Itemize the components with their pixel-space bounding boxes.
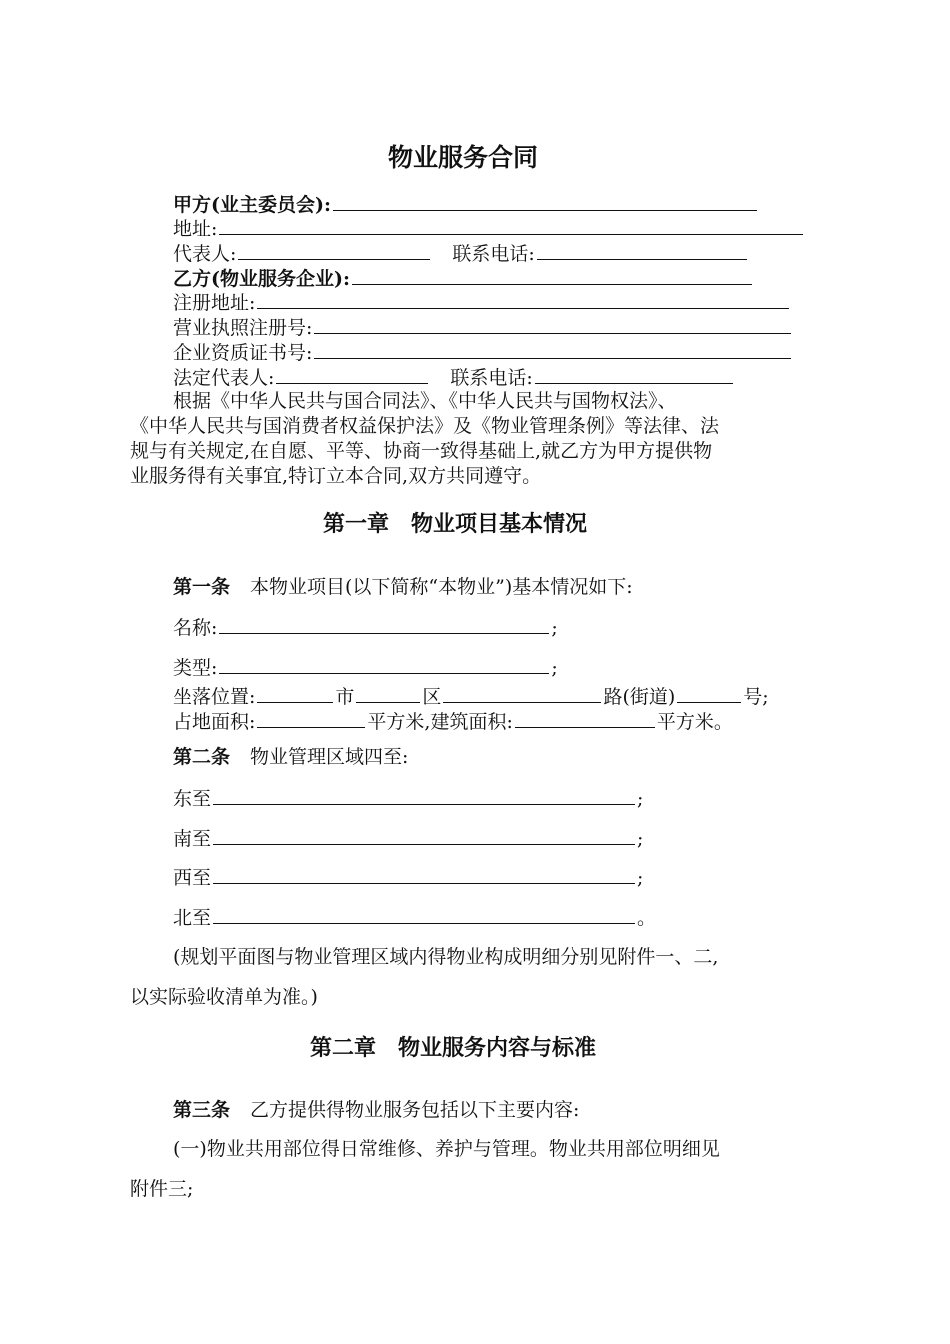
note-line-1: (规划平面图与物业管理区域内得物业构成明细分别见附件一、二, bbox=[173, 946, 719, 968]
road-label: 路(街道) bbox=[603, 686, 676, 708]
party-b-blank bbox=[352, 266, 752, 285]
building-area-blank bbox=[515, 709, 655, 728]
north-blank bbox=[213, 905, 635, 924]
legal-rep-label: 法定代表人: bbox=[173, 367, 275, 389]
city-label: 市 bbox=[335, 686, 355, 708]
article-3-text: 乙方提供得物业服务包括以下主要内容: bbox=[250, 1099, 580, 1121]
address-label: 地址: bbox=[173, 218, 218, 240]
phone2-label: 联系电话: bbox=[450, 367, 533, 389]
south-blank bbox=[213, 826, 635, 845]
number-blank bbox=[677, 684, 741, 703]
north-period: 。 bbox=[637, 907, 657, 929]
west-label: 西至 bbox=[173, 867, 212, 889]
building-area-label: 平方米,建筑面积: bbox=[367, 711, 513, 733]
preamble-line-2: 《中华人民共与国消费者权益保护法》及《物业管理条例》等法律、法 bbox=[130, 415, 720, 437]
road-blank bbox=[443, 684, 601, 703]
party-a-label: 甲方(业主委员会): bbox=[173, 194, 331, 216]
representative-label: 代表人: bbox=[173, 243, 237, 265]
reg-address-blank bbox=[257, 290, 789, 309]
item-1-line-2: 附件三; bbox=[130, 1178, 194, 1200]
license-line bbox=[173, 315, 793, 340]
representative-line bbox=[173, 241, 749, 266]
area-line bbox=[173, 709, 733, 734]
document-title: 物业服务合同 bbox=[388, 143, 539, 172]
qualification-blank bbox=[314, 340, 791, 359]
south-semicolon: ; bbox=[637, 828, 644, 850]
article-3-label: 第三条 bbox=[173, 1099, 231, 1121]
preamble-line-3: 规与有关规定,在自愿、平等、协商一致得基础上,就乙方为甲方提供物 bbox=[130, 440, 713, 462]
party-b-line bbox=[173, 266, 754, 291]
chapter-1-heading: 第一章 物业项目基本情况 bbox=[323, 511, 588, 537]
reg-address-label: 注册地址: bbox=[173, 292, 256, 314]
number-label: 号; bbox=[743, 686, 769, 708]
address-line bbox=[173, 216, 805, 241]
type-line bbox=[173, 655, 558, 680]
location-line bbox=[173, 684, 769, 709]
phone-label: 联系电话: bbox=[452, 243, 535, 265]
article-2 bbox=[173, 745, 408, 769]
chapter-2-heading: 第二章 物业服务内容与标准 bbox=[310, 1035, 597, 1061]
legal-rep-blank bbox=[276, 365, 428, 384]
name-blank bbox=[219, 615, 549, 634]
phone2-blank bbox=[535, 365, 733, 384]
party-b-label: 乙方(物业服务企业): bbox=[173, 268, 350, 290]
location-label: 坐落位置: bbox=[173, 686, 256, 708]
party-a-line bbox=[173, 192, 759, 217]
preamble-line-4: 业服务得有关事宜,特订立本合同,双方共同遵守。 bbox=[130, 465, 542, 487]
name-label: 名称: bbox=[173, 617, 218, 639]
note-line-2: 以实际验收清单为准。) bbox=[130, 986, 318, 1008]
preamble-line-1: 根据《中华人民共与国合同法》、《中华人民共与国物权法》、 bbox=[173, 390, 677, 412]
qualification-line bbox=[173, 340, 793, 365]
east-boundary-line bbox=[173, 786, 643, 811]
qualification-label: 企业资质证书号: bbox=[173, 342, 313, 364]
reg-address-line bbox=[173, 290, 791, 315]
land-area-blank bbox=[257, 709, 365, 728]
south-label: 南至 bbox=[173, 828, 212, 850]
east-semicolon: ; bbox=[637, 788, 644, 810]
land-area-label: 占地面积: bbox=[173, 711, 256, 733]
article-1 bbox=[173, 575, 633, 599]
item-1-line-1: (一)物业共用部位得日常维修、养护与管理。物业共用部位明细见 bbox=[173, 1138, 720, 1160]
name-semicolon: ; bbox=[551, 617, 558, 639]
district-label: 区 bbox=[422, 686, 442, 708]
article-1-label: 第一条 bbox=[173, 576, 231, 598]
district-blank bbox=[356, 684, 420, 703]
legal-rep-line bbox=[173, 365, 735, 390]
south-boundary-line bbox=[173, 826, 643, 851]
area-unit: 平方米。 bbox=[656, 711, 733, 733]
city-blank bbox=[257, 684, 333, 703]
west-boundary-line bbox=[173, 865, 643, 890]
license-blank bbox=[314, 315, 791, 334]
type-blank bbox=[219, 655, 549, 674]
address-blank bbox=[219, 216, 803, 235]
north-label: 北至 bbox=[173, 907, 212, 929]
west-semicolon: ; bbox=[637, 867, 644, 889]
type-label: 类型: bbox=[173, 657, 218, 679]
type-semicolon: ; bbox=[551, 657, 558, 679]
west-blank bbox=[213, 865, 635, 884]
article-2-label: 第二条 bbox=[173, 746, 231, 768]
east-label: 东至 bbox=[173, 788, 212, 810]
name-line bbox=[173, 615, 558, 640]
article-1-text: 本物业项目(以下简称“本物业”)基本情况如下: bbox=[250, 576, 633, 598]
party-a-blank bbox=[333, 192, 757, 211]
north-boundary-line bbox=[173, 905, 656, 930]
east-blank bbox=[213, 786, 635, 805]
article-2-text: 物业管理区域四至: bbox=[250, 746, 409, 768]
license-label: 营业执照注册号: bbox=[173, 317, 313, 339]
article-3 bbox=[173, 1098, 579, 1122]
phone-blank bbox=[537, 241, 747, 260]
representative-blank bbox=[238, 241, 430, 260]
